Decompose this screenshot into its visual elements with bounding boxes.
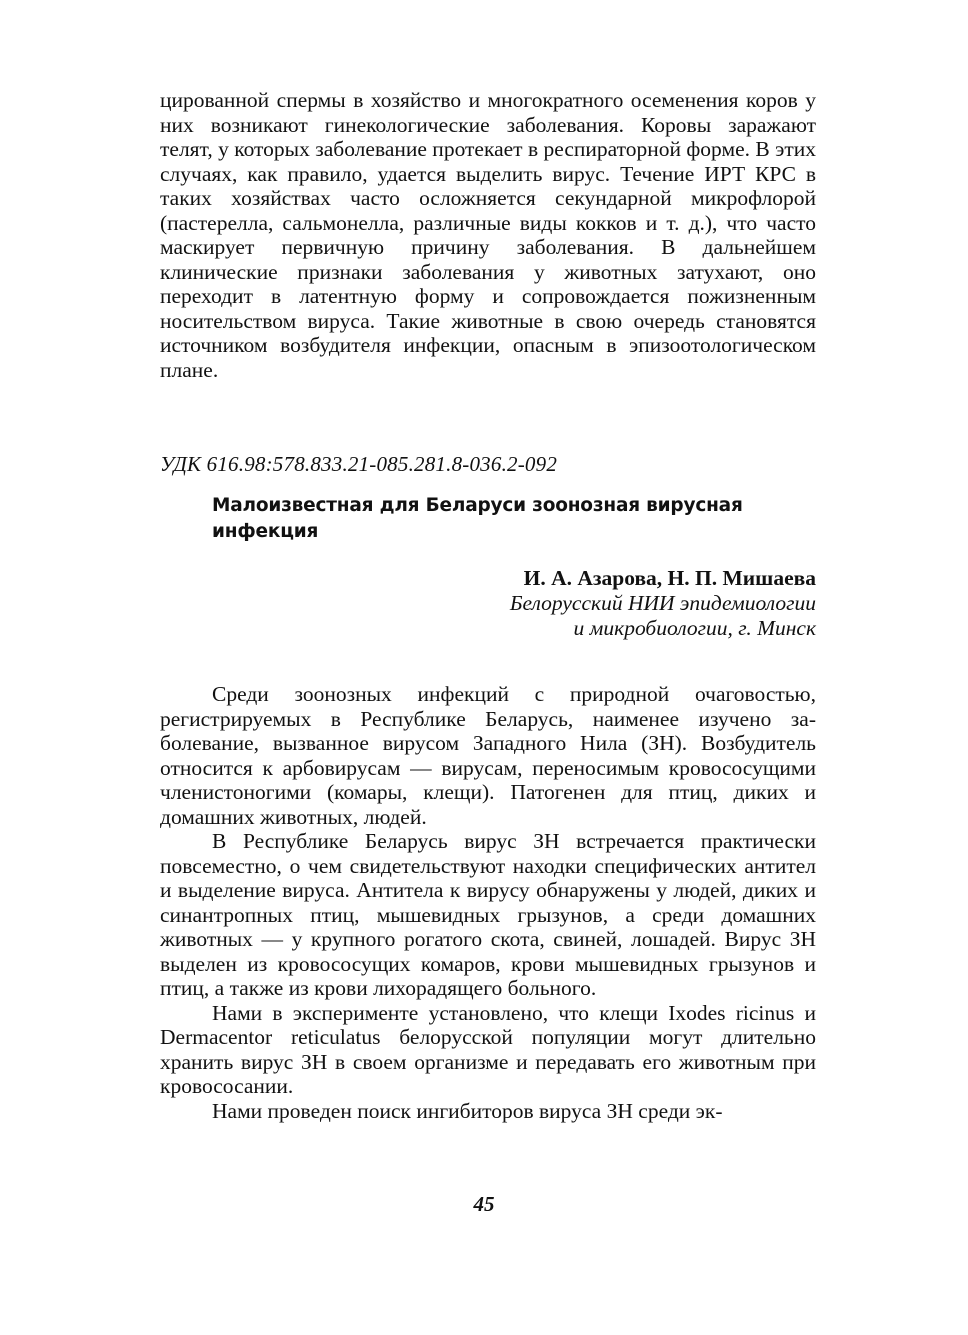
article-title: Малоизвестная для Беларуси зоонозная вирусная инфекция <box>212 495 743 542</box>
affiliation-line-1: Белорусский НИИ эпидемиологии <box>509 591 816 615</box>
preceding-article-text <box>160 88 816 382</box>
body-paragraph: В Республике Беларусь вирус ЗН встречается практически повсеместно, о чем свидетельствуют находки специфических антител и выделение вируса. Антитела к вирусу обнаружены у людей, диких и синантропных птиц, мышевидных грызунов, а среди домашних животных — у крупного рогатого скота, свиней, лошадей. Вирус ЗН выделен из кровососущих комаров, крови мышевидных грызунов и птиц, а также из крови лихорадящего больного. <box>160 829 816 1000</box>
author-block <box>510 566 816 641</box>
body-paragraph: Нами в эксперименте установлено, что клещи Ixodes ricinus и Dermacentor reticulatus белорусской популяции могут длительно хранить вирус ЗН в своем организме и передавать его животным при кровососании. <box>160 1000 816 1098</box>
intro-paragraph: цированной спермы в хозяйство и многократного осеменения коров у них возникают гинекологические заболевания. Коровы заражают телят, у которых заболевание протекает в респираторной форме. В этих случаях, как правило, удается выделить вирус. Течение ИРТ КРС в таких хозяйствах часто осложняется секундарной микрофлорой (пастерелла, сальмонелла, различные виды кокков и т. д.), что часто маскирует первичную причину заболевания. В дальнейшем клинические признаки заболевания у животных затухают, оно переходит в латентную форму и сопровождается пожизненным носительством вируса. Такие животные в свою очередь становятся источником возбудителя инфекции, опасным в эпизоотологическом плане. <box>160 88 816 382</box>
udk-code: УДК 616.98:578.833.21-085.281.8-036.2-092 <box>160 452 558 476</box>
body-paragraph: Среди зоонозных инфекций с природной очаговостью, регистрируемых в Республике Беларусь, наименее изучено заболевание, вызванное вирусом Западного Нила (ЗН). Возбудитель относится к арбовирусам — вирусам, переносимым кровососущими членистоногими (комары, клещи). Патогенен для птиц, диких и домашних животных, людей. <box>160 682 816 829</box>
body-paragraph: Нами проведен поиск ингибиторов вируса ЗН среди эк- <box>212 1098 723 1123</box>
page-number: 45 <box>473 1192 495 1216</box>
affiliation-line-2: и микробиологии, г. Минск <box>573 616 816 640</box>
article-body <box>160 682 816 1123</box>
author-names: И. А. Азарова, Н. П. Мишаева <box>523 566 816 590</box>
